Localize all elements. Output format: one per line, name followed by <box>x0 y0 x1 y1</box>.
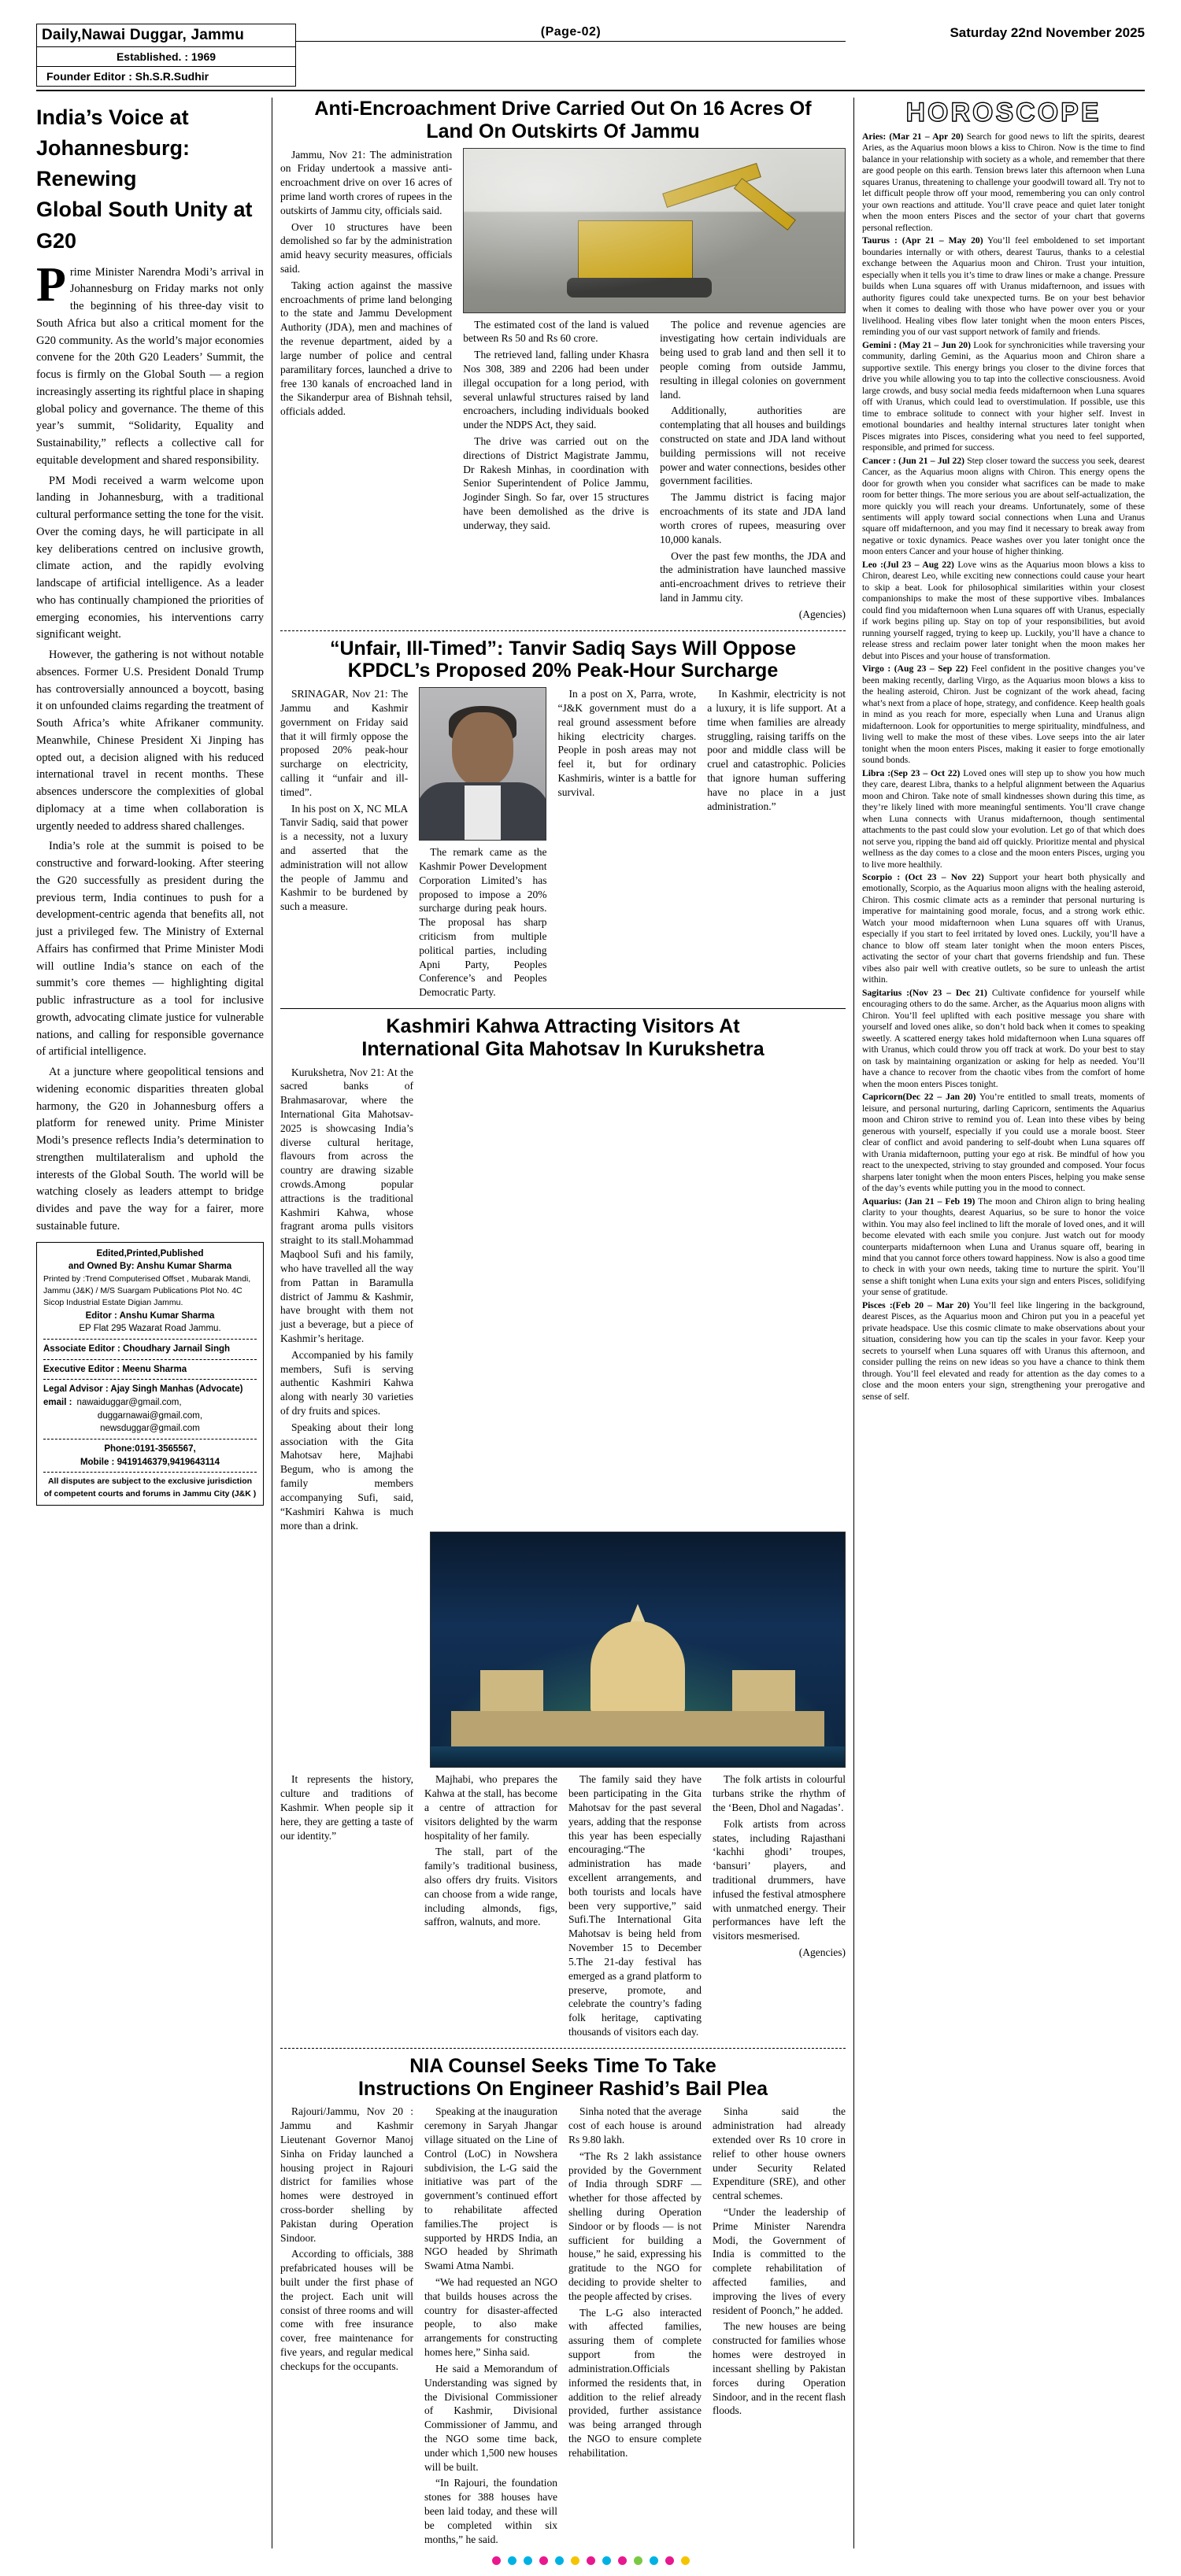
kahwa-col-2 <box>424 1066 557 1536</box>
horoscope-sign <box>862 340 1145 454</box>
horoscope-sign-text: Loved ones will step up to show you how much they care, dearest Libra, thanks to a helpful alignment between the Aquarius moon and Chiron. Take note of small kindnesses shown during this time, as they’re likely lined with more meaningful sentiments. You’ll crave change when Luna connects with Uranus midafternoon, though sentimental attachments to the past could slow your evolution. Let go of that which does not serve you, ripping the band aid off quickly. Prioritize mental and physical wellness as the day comes to a close and the moon enters Pisces, urging you to live more healthily. <box>862 767 1145 870</box>
encroachment-paragraph: Additionally, authorities are contemplating that all houses and buildings constructed on state and JDA land without building permissions will not receive power and water connections, besides other government facilities. <box>660 405 846 487</box>
horoscope-sign <box>862 1196 1145 1299</box>
lead-headline-line-1: India’s Voice at <box>36 105 189 129</box>
kahwa-headline <box>280 1015 846 1061</box>
lead-paragraph: However, the gathering is not without notable absences. Former U.S. President Donald Trump has controversially announced a boycott, basing it on unfounded claims regarding the treatment of South Africa’s white Afrikaner community. Meanwhile, Chinese President Xi Jinping has opted out, a decision aligned with his reduced international travel in recent months. These absences underscore the complexities of global diplomacy at a time when collaboration is urgently needed to address shared challenges. <box>36 649 264 833</box>
column-right <box>853 98 1145 2548</box>
encroachment-col-2 <box>463 318 649 624</box>
kahwa-paragraph: The stall, part of the family’s traditional business, also offers dry fruits. Visitors can choose from a wide range, including almonds, figs, saffron, walnuts, and more. <box>424 1846 557 1928</box>
imprint-divider <box>43 1379 257 1380</box>
encroachment-paragraph: The Jammu district is facing major encroachments of its state and JDA land worth crores of rupees, measuring over 10,000 kanals. <box>660 491 846 545</box>
paper-name: Daily,Nawai Duggar, Jammu <box>36 24 296 47</box>
lead-paragraph: Prime Minister Narendra Modi’s arrival in Johannesburg on Friday marks not only the beginning of his three-day visit to South Africa but also a critical moment for the G20 community. As the world’s major economies convene for the 20th G20 Leaders’ Summit, the focus is firmly on the Global South — a region increasingly asserting its rightful place in shaping global policy and governance. The theme of this year’s summit, “Solidarity, Equality and Sustainability,” reflects a collective call for equitable development and shared responsibility. <box>36 257 264 467</box>
kahwa-paragraph: The folk artists in colourful turbans strike the rhythm of the ‘Been, Dhol and Nagadas’. <box>713 1773 846 1813</box>
registration-dot <box>571 2556 579 2565</box>
encroachment-subcols <box>463 318 846 624</box>
horoscope-sign <box>862 988 1145 1090</box>
nia-col-3 <box>568 2105 702 2548</box>
imprint-box <box>36 1242 264 1506</box>
portrait-shirt <box>465 785 501 841</box>
encroachment-headline-line-1: Anti-Encroachment Drive Carried Out On 16 Acres Of <box>314 98 812 120</box>
established-line: Established. : 1969 <box>36 47 296 67</box>
temple-base <box>451 1711 824 1749</box>
nia-headline-line-2: Instructions On Engineer Rashid’s Bail Plea <box>357 2077 768 2100</box>
kpdcl-paragraph: In a post on X, Parra, wrote, “J&K government must do a real ground assessment before hiking electricity charges. People in posh areas may not feel it, but for ordinary Kashmiris, winter is a battle for survival. <box>557 688 697 798</box>
imprint-jurisdiction: All disputes are subject to the exclusive jurisdiction of competent courts and forums in Jammu City (J&K ) <box>43 1476 257 1499</box>
horoscope-sign-text: Support your heart both physically and emotionally, Scorpio, as the Aquarius moon aligns with the healing asteroid, Chiron. This cosmic climate acts as a reminder that personal nurturing is imperative for maintaining good morale, focus, and a strong work ethic. Watch your mood midafternoon when Luna squares off with Uranus, especially if you start to feel irritated by loved ones. Luckily, you’ll have a chance to blow off steam later tonight when the moon enters Pisces, activating the sector of your chart that governs friendship and fun. These vibes also pair well with creative outlets, so be sure to unleash the artist within. <box>862 872 1145 985</box>
horoscope-sign-name: Aquarius: (Jan 21 – Feb 19) <box>862 1196 976 1207</box>
horoscope-sign-name: Libra :(Sep 23 – Oct 22) <box>862 767 961 778</box>
encroachment-paragraph: Taking action against the massive encroachments of prime land belonging to the state and Jammu Development Authority (JDA), men and machines of the revenue department, aided by a large number of police and central paramilitary forces, launched a drive to free 130 kanals of encroached land in the Sikanderpur area of Bishnah tehsil, officials added. <box>280 279 453 418</box>
kpdcl-col-1 <box>280 687 408 1002</box>
horoscope-sign-text: You’re entitled to small treats, moments of leisure, and personal nurturing, darling Capricorn, sentiments the Aquarius moon and Chiron strive to remind you of. Lean into these vibes by being generous with yourself, especially if you could use a morale boost. Steer clear of conflict and avoid pandering to self-doubt when Luna squares off with Urania midafternoon, putting your ego at risk. Be mindful of how you react to the unexpected, striving to stay grounded and composed. Your focus sharpens later tonight when the moon enters Pisces, helping you make sense of the day’s events while putting you in the mood to connect. <box>862 1092 1146 1194</box>
encroachment-credit: (Agencies) <box>798 608 846 620</box>
lead-headline-line-2: Johannesburg: Renewing <box>36 136 191 191</box>
nia-paragraph: Sinha said the administration had already extended over Rs 10 crore in relief to other house owners under Security Related Expenditure (SRE), and other central schemes. <box>713 2105 846 2202</box>
kahwa-bottom-col-2 <box>424 1772 557 2041</box>
kpdcl-paragraph: In Kashmir, electricity is not a luxury, it is life support. At a time when families are already struggling, raising tariffs on the poor and middle class will be cruel and catastrophic. Policies that ignore human suffering have no place in a just administration.” <box>707 688 846 812</box>
horoscope-sign-name: Taurus : (Apr 21 – May 20) <box>862 235 983 246</box>
registration-dot <box>539 2556 548 2565</box>
horoscope-sign <box>862 131 1145 234</box>
imprint-line-1: Edited,Printed,Published <box>96 1248 204 1258</box>
horoscope-sign-text: You’ll feel emboldened to set important boundaries internally or with others, dearest Taurus, thanks to a celestial exchange between the Aquarius moon and Chiron. Trust your intuition, especially when it tells you it’s time to draw lines or make a change. Pressure builds when Luna squares off with Uranus midafternoon, and issues with authority figures could take unexpected turns. Be on your best behavior when it comes to dealing with those who have power over you or your livelihood. Healing vibes flow later tonight when the moon enters Pisces, reminding you of our vast support network of family and friends. <box>862 235 1145 338</box>
encroachment-headline-line-2: Land On Outskirts Of Jammu <box>426 120 700 142</box>
imprint-editor: Editor : Anshu Kumar Sharma <box>85 1310 215 1321</box>
horoscope-sign <box>862 1300 1145 1403</box>
kahwa-paragraph: Speaking about their long association with the Gita Mahotsav here, Majhabi Begum, who is among the family members accompanying Sufi, said, “Kashmiri Kahwa is much more than a drink. <box>280 1421 413 1532</box>
encroachment-col-3 <box>660 318 846 624</box>
horoscope-title: HOROSCOPE <box>905 98 1101 128</box>
kahwa-credit: (Agencies) <box>798 1946 846 1959</box>
horoscope-sign-name: Scorpio : (Oct 23 – Nov 22) <box>862 872 984 882</box>
horoscope-sign-name: Cancer : (Jun 21 – Jul 22) <box>862 455 964 466</box>
horoscope-sign-text: Search for good news to lift the spirits, dearest Aries, as the Aquarius moon blows a kiss to Chiron. Now is the time to find balance in your relationship with society as a whole, and remember that there are good people on this earth. Tension brews later this afternoon when Luna squares Uranus, threatening to challenge your goodwill toward all. Try not to let difficult people throw off your mood, remembering you can only control your own reactions and attitude. You’ll crave peace and quiet later tonight when the moon enters Pisces and the sector of your chart that governs personal reflection. <box>862 131 1145 233</box>
horoscope-sign-name: Aries: (Mar 21 – Apr 20) <box>862 131 964 142</box>
registration-dot <box>634 2556 642 2565</box>
kpdcl-headline-line-1: “Unfair, Ill-Timed”: Tanvir Sadiq Says Will Oppose <box>329 637 797 660</box>
horoscope-sign-text: Feel confident in the positive changes you’ve been making recently, darling Virgo, as the Aquarius moon blows a kiss to the healing asteroid, Chiron. Just be cognizant of the work ahead, facing what’s next from a place of hope, strategy, and confidence. Keep health goals in mind as you reach for more, especially when Luna and Uranus align midafternoon. Look for opportunities to merge spirituality, mindfulness, and living well to make the most of these vibes. Love seeps into the air later tonight when the moon enters Pisces, making it easier to forge emotionally sound bonds. <box>862 663 1145 766</box>
masthead <box>36 24 1145 91</box>
color-registration-dots <box>36 2556 1145 2565</box>
page-number-label: (Page-02) <box>540 25 602 39</box>
encroachment-paragraph: Over 10 structures have been demolished so far by the administration amid heavy security measures, officials said. <box>280 220 453 275</box>
lead-article-body <box>36 257 264 1236</box>
kahwa-paragraph: It represents the history, culture and traditions of Kashmir. When people sip it here, they are getting a taste of our identity.” <box>280 1773 413 1842</box>
nia-paragraph: The L-G also interacted with affected families, assuring them of complete support from the administration.Officials informed the residents that, in addition to the relief already provided, further assistance was being arranged through the NGO to ensure complete rehabilitation. <box>568 2306 702 2459</box>
horoscope-sign <box>862 560 1145 662</box>
nia-col-2 <box>424 2105 557 2548</box>
masthead-center <box>296 24 846 42</box>
kahwa-photo-wrap <box>430 1532 846 1768</box>
nia-col-4 <box>713 2105 846 2548</box>
horoscope-sign-text: Step closer toward the success you seek, dearest Cancer, as the Aquarius moon aligns with Chiron. This energy opens the door for growth when you consider what sacrifices can be made to make room for better things. The more serious you are about self-actualization, the more quickly you will reach your dreams. Unfortunately, some of these sentiments will apply toward social connections when Luna and Uranus square off midafternoon, and you may find it necessary to break away from negative or toxic dynamics. Peace washes over you later tonight once the moon enters Cancer and your house of higher thinking. <box>862 455 1145 557</box>
kahwa-middle <box>280 1532 846 1768</box>
imprint-legal-advisor: Legal Advisor : Ajay Singh Manhas (Advocate) <box>43 1384 243 1395</box>
kpdcl-headline <box>280 638 846 683</box>
kahwa-headline-line-1: Kashmiri Kahwa Attracting Visitors At <box>386 1015 740 1037</box>
nia-paragraph: According to officials, 388 prefabricated houses will be built under the first phase of the project. Each unit will consist of three rooms and will come with free insurance cover, free maintenance for five years, and regular medical checkups for the occupants. <box>280 2248 413 2372</box>
imprint-divider <box>43 1359 257 1360</box>
nia-paragraph: The new houses are being constructed for families whose homes were destroyed in incessant shelling by Pakistan forces during Operation Sindoor, and in the recent flash floods. <box>713 2320 846 2417</box>
kpdcl-body <box>280 687 846 1002</box>
registration-dot <box>524 2556 532 2565</box>
encroachment-paragraph: The police and revenue agencies are investigating how certain individuals are being used to grab land and then sell it to people coming from outside Jammu, resulting in illegal colonies on government land. <box>660 318 846 401</box>
horoscope-sign <box>862 1092 1145 1194</box>
horoscope-sign-text: You’ll feel like lingering in the background, dearest Pisces, as the Aquarius moon and Chiron put you in a peaceful yet private headspace. Use this cosmic climate to make observations about your situation, considering how you can tip the scales in your favor. Keep your secrets to yourself when Luna squares off with Uranus this afternoon, and consider pulling the reins on new ideas so you have a chance to think them through. You’ll feel elevated and ready for attention as the day comes to a close and the moon enters your sign, strengthening your prerogative and sense of self. <box>862 1299 1145 1402</box>
horoscope-sign-text: The moon and Chiron align to bring healing clarity to your thoughts, dearest Aquarius, so be sure to honor the voice within. You may also feel inclined to lift the morale of loved ones, and it will become elevated with each smile you conjure. Just watch out for moody counterparts midafternoon when Luna and Uranus square off, bearing in mind that you cannot force others toward happiness. Now is also a good time to check in with your own needs, taking time to nurture the spirit. You’ll sense a shift tonight when Luna exits your sign and enters Pisces, solidifying your sense of gratitude. <box>862 1196 1145 1298</box>
horoscope-sign <box>862 872 1145 986</box>
encroachment-col-right <box>463 148 846 624</box>
kahwa-col-1 <box>280 1066 413 1536</box>
kahwa-col-4 <box>713 1066 846 1536</box>
horoscope-sign <box>862 235 1145 338</box>
registration-dot <box>602 2556 611 2565</box>
horoscope-sign <box>862 456 1145 558</box>
kahwa-bottom-col-3 <box>568 1772 702 2041</box>
imprint-phone: Phone:0191-3565567, <box>104 1444 196 1454</box>
encroachment-paragraph: The estimated cost of the land is valued between Rs 50 and Rs 60 crore. <box>463 318 650 345</box>
encroachment-body <box>280 148 846 624</box>
horoscope-sign <box>862 663 1145 766</box>
registration-dot <box>681 2556 690 2565</box>
kpdcl-col-4 <box>707 687 846 1002</box>
column-left <box>36 98 272 2548</box>
imprint-line-2: and Owned By: Anshu Kumar Sharma <box>68 1262 232 1272</box>
kahwa-col-3 <box>568 1066 702 1536</box>
gita-mahotsav-photo <box>430 1532 846 1768</box>
registration-dot <box>492 2556 501 2565</box>
imprint-divider <box>43 1339 257 1340</box>
imprint-associate-editor: Associate Editor : Choudhary Jarnail Singh <box>43 1344 231 1355</box>
kahwa-bottom-col-4 <box>713 1772 846 2041</box>
photo-haze <box>464 149 845 312</box>
section-divider <box>280 2048 846 2049</box>
horoscope-sign-text: Love wins as the Aquarius moon blows a kiss to Chiron, dearest Leo, while exciting new connections could cause your heart to skip a beat. Look for philosophical similarities within your closest companionships to make the most of these supportive vibes. Imbalances could find you midafternoon when Luna squares off with Uranus, especially if work begins piling up. Stay on top of your responsibilities, but avoid running yourself ragged, trying to keep up. Luckily, you’ll have a chance to release stress and reclaim power later tonight when the moon makes her debut into Pisces and your house of transformation. <box>862 559 1146 661</box>
kahwa-bottom <box>280 1772 846 2041</box>
nia-paragraph: Sinha noted that the average cost of each house is around Rs 9.80 lakh. <box>568 2105 702 2145</box>
nia-paragraph: “The Rs 2 lakh assistance provided by the Government of India through SDRF — whether for those affected by shelling during Operation Sindoor or by floods — is not sufficient for building a house,” he said, expressing his gratitude to the NGO for deciding to provide shelter to the people affected by crises. <box>568 2149 702 2302</box>
lead-paragraph: At a juncture where geopolitical tensions and widening economic disparities threaten global harmony, the G20 in Johannesburg offers a platform for renewed unity. Prime Minister Modi’s presence reflects India’s determination to strengthen multilateralism and uphold the interests of the Global South. The world will be watching closely as leaders attempt to bridge divides and pave the way for a fairer, more sustainable future. <box>36 1066 264 1233</box>
imprint-executive-editor: Executive Editor : Meenu Sharma <box>43 1364 187 1374</box>
horoscope-sign-text: Look for synchronicities while traversing your community, darling Gemini, as the Aquarius moon and Chiron share a supportive sextile. This energy brings you closer to the divine forces that drive you while allowing you to tap into the collective consciousness. Avoid large crowds, and busy social media feeds midafternoon when Luna squares off with Uranus, which could lead to overstimulation. If possible, use this time to embrace solitude to connect with your higher self. Invest in emotional boundaries and healthy internal structures later tonight when Pisces migrates into Pisces, considering what you need to feel supported, responsible, and primed for success. <box>862 339 1145 453</box>
nia-paragraph: He said a Memorandum of Understanding was signed by the Divisional Commissioner of Kashmir, Divisional Commissioner of Jammu, and the NGO some time back, under which 1,500 new houses will be built. <box>424 2362 557 2473</box>
registration-dot <box>618 2556 627 2565</box>
nia-paragraph: Rajouri/Jammu, Nov 20 : Jammu and Kashmir Lieutenant Governor Manoj Sinha on Friday launched a housing project in Rajouri district for families whose homes were destroyed in cross-border shelling by Pakistan during Operation Sindoor. <box>280 2105 413 2244</box>
encroachment-headline <box>280 98 846 143</box>
registration-dot <box>650 2556 658 2565</box>
temple-dome <box>590 1621 685 1716</box>
horoscope-sign-text: Cultivate confidence for yourself while encouraging others to do the same. Archer, as the Aquarius moon aligns with Chiron. You’ll feel uplifted with each positive message you share with yourself and loved ones alike, so don’t hold back when it comes to speaking sweetly. A scattered energy takes hold midafternoon when Luna squares off with Uranus, which could throw you off track at work. Do your best to stay on task by maintaining organization or asking for help as needed. You’ll have a chance to recover from the chaotic vibes from the comfort of home when the moon enters Pisces tonight. <box>862 987 1146 1089</box>
imprint-email-1[interactable]: nawaiduggar@gmail.com, <box>76 1398 182 1408</box>
kahwa-paragraph: Kurukshetra, Nov 21: At the sacred banks of Brahmasarovar, where the International Gita Mahotsav-2025 is showcasing India’s diverse cultural heritage, flavours from across the country are drawing sizable crowds.Among popular attractions is the traditional Kashmiri Kahwa, whose fragrant aroma pulls visitors straight to its stall.Mohammad Maqbool Sufi and his family, who have travelled all the way from Pattan in Baramulla district of Jammu & Kashmir, have brought with them not just a beverage, but a piece of Kashmir’s heritage. <box>280 1066 413 1344</box>
imprint-printed-by: Printed by :Trend Computerised Offset , Mubarak Mandi, Jammu (J&K) / M/S Suargam Publications Plot No. 4C Sicop Industrial Estate Digian Jammu. <box>43 1274 251 1308</box>
lead-paragraph: India’s role at the summit is poised to be constructive and forward-looking. After steering the G20 successfully as president during the previous term, India continues to push for a development-centric agenda that benefits all, not just a privileged few. The Ministry of External Affairs has confirmed that Prime Minister Modi will outline India’s stance on each of the summit’s core themes — highlighting digital public infrastructure as a tool for inclusive growth, advocating climate justice for vulnerable nations, and calling for responsible governance of artificial intelligence. <box>36 840 264 1059</box>
registration-dot <box>587 2556 595 2565</box>
registration-dot <box>555 2556 564 2565</box>
encroachment-col-1 <box>280 148 452 624</box>
tanvir-sadiq-photo <box>419 687 546 841</box>
section-divider <box>280 1008 846 1009</box>
issue-date: Saturday 22nd November 2025 <box>950 25 1145 40</box>
nia-col-1 <box>280 2105 413 2548</box>
lead-paragraph: PM Modi received a warm welcome upon landing in Johannesburg, with a traditional cultural performance setting the tone for the visit. Over the coming days, he will participate in all key deliberations centred on inclusive growth, climate action, and the rapidly evolving landscape of artificial intelligence. As a leader who has continually championed the priorities of emerging economies, his interventions carry significant weight. <box>36 474 264 641</box>
kahwa-bottom-col-1 <box>280 1772 413 2041</box>
kahwa-paragraph: Majhabi, who prepares the Kahwa at the stall, has become a centre of attraction for visitors delighted by the warm hospitality of her family. <box>424 1773 557 1842</box>
encroachment-paragraph: The retrieved land, falling under Khasra Nos 308, 389 and 2206 had been under illegal occupation for a long period, with several unlawful structures raised by land encroachers, including individuals booked under the NDPS Act, they said. <box>463 349 650 431</box>
kahwa-headline-line-2: International Gita Mahotsav In Kurukshetra <box>361 1037 765 1060</box>
imprint-email-label: email : <box>43 1398 72 1408</box>
kpdcl-paragraph: The remark came as the Kashmir Power Development Corporation Limited’s has proposed to impose a 20% surcharge during peak hours. The proposal has sharp criticism from multiple political parties, including Apni Party, Peoples Conference’s and Peoples Democratic Party. <box>419 846 547 999</box>
horoscope-sign-name: Capricorn(Dec 22 – Jan 20) <box>862 1092 976 1103</box>
kpdcl-paragraph: In his post on X, NC MLA Tanvir Sadiq, said that power is a necessity, not a luxury and asserted that the administration will not allow the people of Jammu and Kashmir to be burdened by such a measure. <box>280 802 409 913</box>
kahwa-photo-left-spacer <box>280 1532 419 1768</box>
kahwa-paragraph: Folk artists from across states, including Rajasthani ‘kachhi ghodi’ troupes, ‘bansuri’ players, and traditional drummers, have infused the festival atmosphere with unmatched energy. Their performances have left the visitors mesmerised. <box>713 1817 846 1942</box>
kpdcl-col-3 <box>557 687 696 1002</box>
kahwa-paragraph: The family said they have been participating in the Gita Mahotsav for the past several years, adding that the response this year has been especially encouraging.“The administration has made excellent arrangements, and both tourists and locals have been very supportive,” said Sufi.The International Gita Mahotsav is being held from November 15 to December 5.The 21-day festival has emerged as a grand platform to preserve, promote, and celebrate the country’s fading folk heritage, captivating thousands of visitors each day. <box>568 1773 702 2038</box>
nia-paragraph: “We had requested an NGO that builds houses across the country for disaster-affected people, to also make arrangements for constructing homes here,” Sinha said. <box>424 2276 557 2359</box>
imprint-divider <box>43 1439 257 1440</box>
encroachment-paragraph: The drive was carried out on the directions of District Magistrate Jammu, Dr Rakesh Minhas, in coordination with Senior Superintendent of Police Jammu, Joginder Singh. So far, over 15 structures have been demolished as the drive is underway, they said. <box>463 435 650 531</box>
brahmasarovar-water <box>431 1746 845 1768</box>
encroachment-paragraph: Over the past few months, the JDA and the administration have launched massive anti-encroachment drives to retrieve their land in Jammu city. <box>660 549 846 604</box>
founder-editor-line: Founder Editor : Sh.S.R.Sudhir <box>36 67 296 87</box>
registration-dot <box>508 2556 516 2565</box>
horoscope-sign <box>862 768 1145 870</box>
nia-paragraph: “In Rajouri, the foundation stones for 388 houses have been laid today, and these will be completed within six months,” he said. <box>424 2477 557 2545</box>
lead-headline <box>36 102 264 257</box>
imprint-email-2[interactable]: duggarnawai@gmail.com, <box>97 1410 203 1421</box>
kpdcl-paragraph: SRINAGAR, Nov 21: The Jammu and Kashmir government on Friday said that it will firmly oppose the proposed 20% peak-hour surcharge on electricity, calling it “unfair and ill-timed”. <box>280 688 409 798</box>
imprint-divider <box>43 1472 257 1473</box>
horoscope-body <box>862 131 1145 1403</box>
nia-headline-line-1: NIA Counsel Seeks Time To Take <box>409 2054 716 2077</box>
kpdcl-col-2 <box>419 687 546 1002</box>
lead-headline-line-3: Global South Unity at G20 <box>36 198 253 253</box>
horoscope-sign-name: Leo :(Jul 23 – Aug 22) <box>862 559 954 570</box>
registration-dot <box>665 2556 674 2565</box>
imprint-mobile: Mobile : 9419146379,9419643114 <box>80 1457 220 1467</box>
masthead-left <box>36 24 296 87</box>
encroachment-paragraph: Jammu, Nov 21: The administration on Friday undertook a massive anti-encroachment drive on over 16 acres of prime land worth crores of rupees in the outskirts of Jammu city, officials said. <box>280 148 453 216</box>
kpdcl-headline-line-2: KPDCL’s Proposed 20% Peak-Hour Surcharge <box>347 660 779 682</box>
nia-headline <box>280 2055 846 2101</box>
imprint-email-3[interactable]: newsduggar@gmail.com <box>100 1424 200 1434</box>
horoscope-sign-name: Pisces :(Feb 20 – Mar 20) <box>862 1299 970 1310</box>
nia-paragraph: Speaking at the inauguration ceremony in Saryah Jhangar village situated on the Line of Control (LoC) in Nowshera subdivision, the L-G said the initiative was part of the government’s continued effort to rehabilitate affected families.The project is supported by HRDS India, an NGO headed by Shrimath Swami Atma Nambi. <box>424 2105 557 2272</box>
kahwa-paragraph: Accompanied by his family members, Sufi is serving authentic Kashmiri Kahwa along with nearly 30 varieties of dry fruits and spices. <box>280 1348 413 1417</box>
imprint-address: EP Flat 295 Wazarat Road Jammu. <box>79 1324 221 1334</box>
kahwa-top <box>280 1066 846 1536</box>
section-divider <box>280 630 846 631</box>
nia-paragraph: “Under the leadership of Prime Minister Narendra Modi, the Government of India is committed to the complete rehabilitation of affected families, and improving the lives of every resident of Poonch,” he added. <box>713 2205 846 2316</box>
portrait-head <box>452 712 513 787</box>
nia-body <box>280 2105 846 2548</box>
page-body <box>36 98 1145 2548</box>
horoscope-sign-name: Gemini : (May 21 – Jun 20) <box>862 339 971 350</box>
horoscope-sign-name: Virgo : (Aug 23 – Sep 22) <box>862 663 968 674</box>
masthead-rule <box>296 41 846 42</box>
horoscope-sign-name: Sagitarius :(Nov 23 – Dec 21) <box>862 987 987 998</box>
excavator-photo <box>463 148 846 313</box>
column-middle <box>272 98 853 2548</box>
